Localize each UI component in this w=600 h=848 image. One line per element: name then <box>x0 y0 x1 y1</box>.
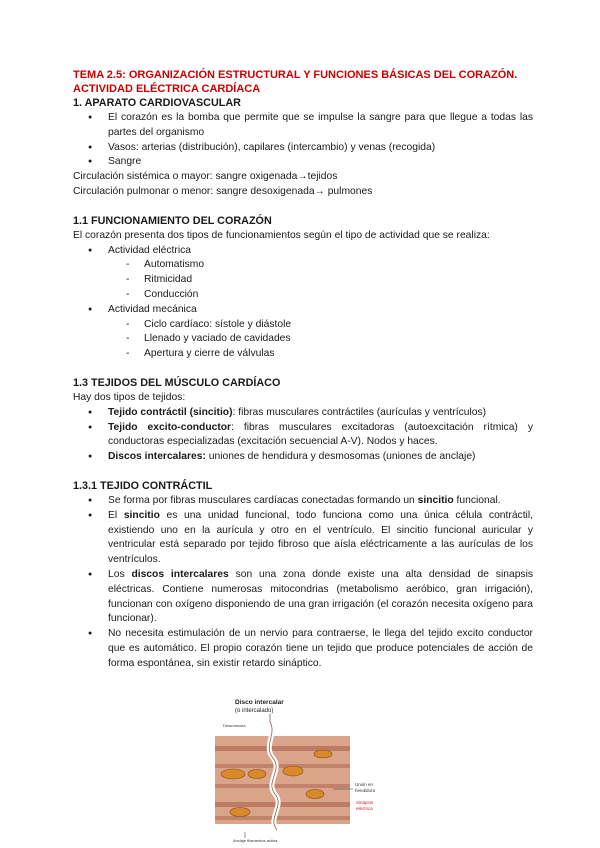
list-item: ● Sangre <box>73 155 533 170</box>
list-item <box>73 568 533 627</box>
paragraph: Circulación sistémica o mayor: sangre oxigenada→tejidos <box>73 171 338 183</box>
paragraph: Hay dos tipos de tejidos: <box>73 391 186 403</box>
definition: : fibras musculares excitadoras (autoexcitación rítmica) y conductoras especializadas (excitación secuencial A-V). Nodos y haces. <box>108 421 533 448</box>
figure-label-anchor: Anclaje filamentos actina <box>233 838 278 843</box>
mitochondrion <box>221 769 245 779</box>
bold-run: discos intercalares <box>131 568 229 580</box>
list-item: ● Actividad mecánica <box>73 303 533 318</box>
text-run: son una zona donde existe una alta densidad de sinapsis eléctricas. Contiene numerosas mitocondrias (metabolismo aeróbico, gran irrigación), funcionan con oxígeno disponiendo de una gran irrigación (el corazón necesita oxígeno para funcionar). <box>108 568 534 625</box>
document-title: TEMA 2.5: ORGANIZACIÓN ESTRUCTURAL Y FUNCIONES BÁSICAS DEL CORAZÓN. ACTIVIDAD ELÉCTRICA CARDÍACA <box>73 69 518 95</box>
list-item: ● Actividad eléctrica <box>73 244 533 259</box>
intercalated-disc-figure <box>215 694 390 844</box>
sub-item: - Llenado y vaciado de cavidades <box>73 332 533 347</box>
list-item: ● No necesita estimulación de un nervio para contraerse, le llega del tejido excito conductor que es automático. El propio corazón tiene un tejido que produce potenciales de acción de forma espontánea, sin existir retardo sináptico. <box>73 627 533 671</box>
definition: uniones de hendidura y desmosomas (uniones de anclaje) <box>205 451 476 463</box>
figure-label-gap-junction: Unión en <box>355 782 374 787</box>
mitochondrion <box>230 808 250 817</box>
heading-aparato-cardiovascular: 1. APARATO CARDIOVASCULAR <box>73 97 241 109</box>
list-item: ● Vasos: arterias (distribución), capilares (intercambio) y venas (recogida) <box>73 141 533 156</box>
text-run: El <box>108 509 124 521</box>
text-run: Los <box>108 568 132 580</box>
list-item <box>73 494 533 509</box>
sub-item: - Apertura y cierre de válvulas <box>73 347 533 362</box>
paragraph: El corazón presenta dos tipos de funcionamientos según el tipo de actividad que se realiza: <box>73 229 490 241</box>
heading-tejidos: 1.3 TEJIDOS DEL MÚSCULO CARDÍACO <box>73 376 281 389</box>
text-run: funcional. <box>453 494 501 506</box>
figure-label-electrical-synapse: Sinapsis <box>356 800 374 805</box>
term: Tejido excito-conductor <box>108 421 232 433</box>
bold-run: sincitio <box>417 494 454 506</box>
sub-item: - Conducción <box>73 288 533 303</box>
mitochondrion <box>314 750 332 758</box>
definition: : fibras musculares contráctiles (aurículas y ventrículos) <box>232 406 487 418</box>
sub-item: - Ciclo cardíaco: sístole y diástole <box>73 318 533 333</box>
sub-item: - Ritmicidad <box>73 273 533 288</box>
term: Discos intercalares: <box>108 451 206 463</box>
figure-label-disc: Disco intercalar <box>235 699 284 706</box>
figure-label-gap-junction-2: hendidura <box>355 788 376 793</box>
list-item <box>73 406 533 421</box>
list-item: ● El corazón es la bomba que permite que se impulse la sangre para que llegue a todas las partes del organismo <box>73 111 533 141</box>
figure-label-electrical-synapse-2: eléctrica <box>356 806 373 811</box>
term: Tejido contráctil (sincitio) <box>108 406 233 418</box>
document-page <box>73 68 533 672</box>
figure-label-desmosome: Desmosoma <box>223 723 246 728</box>
bullet-list <box>73 406 533 465</box>
mitochondrion <box>306 790 324 799</box>
bullet-list <box>73 111 533 170</box>
mitochondrion <box>283 766 303 776</box>
list-item <box>73 421 533 451</box>
sub-item: - Automatismo <box>73 258 533 273</box>
list-item <box>73 509 533 568</box>
heading-funcionamiento: 1.1 FUNCIONAMIENTO DEL CORAZÓN <box>73 214 272 227</box>
figure-label-disc-alt: (o intercalado) <box>235 708 274 714</box>
bold-run: sincitio <box>123 509 160 521</box>
paragraph: Circulación pulmonar o menor: sangre desoxigenada→ pulmones <box>73 185 373 197</box>
heading-tejido-contractil: 1.3.1 TEJIDO CONTRÁCTIL <box>73 479 213 492</box>
bullet-list <box>73 244 533 362</box>
bullet-list <box>73 494 533 672</box>
text-run: es una unidad funcional, todo funciona como una única célula contráctil, existiendo uno en la aurícula y otro en el ventrículo. El sincitio funcional auricular y ventricular está separado por tejido fibroso que aísla eléctricamente a las aurículas de los ventrículos. <box>108 509 533 566</box>
mitochondrion <box>248 770 266 779</box>
text-run: Se forma por fibras musculares cardíacas conectadas formando un <box>108 494 418 506</box>
list-item <box>73 450 533 465</box>
